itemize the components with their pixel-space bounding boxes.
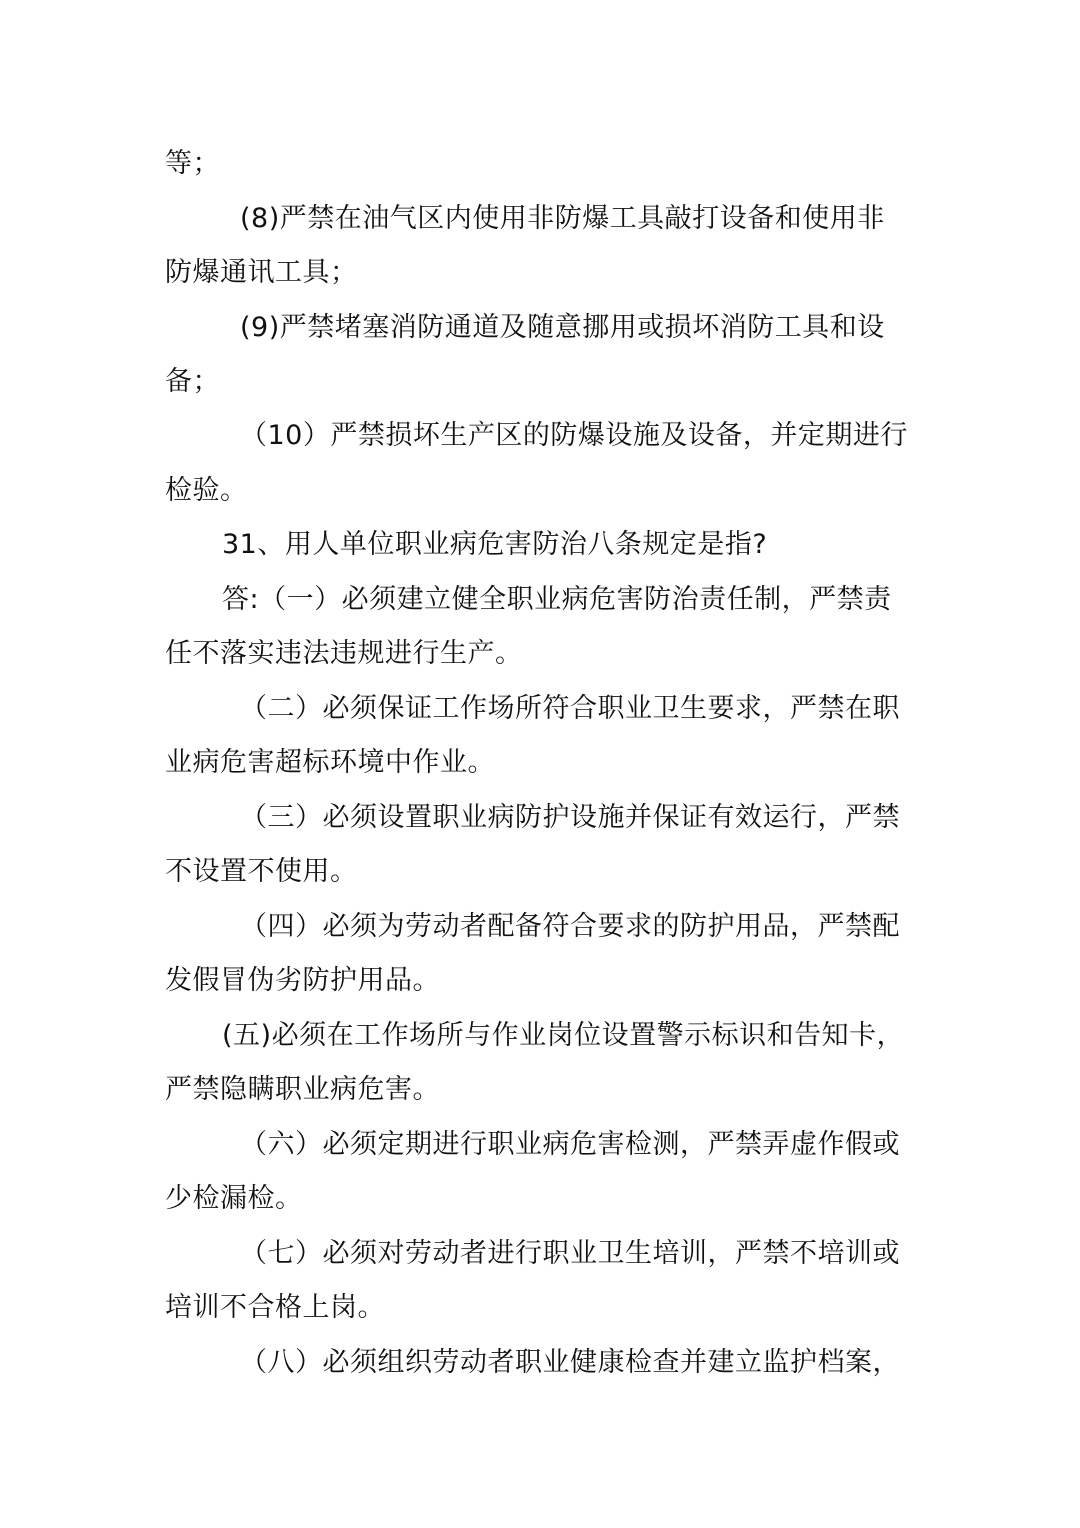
text-line: 任不落实违法违规进行生产。 [165, 638, 523, 669]
text-line: （八）必须组织劳动者职业健康检查并建立监护档案， [240, 1347, 900, 1378]
text-line: 业病危害超标环境中作业。 [165, 747, 495, 778]
text-line: 培训不合格上岗。 [165, 1292, 385, 1323]
text-line: 少检漏检。 [165, 1183, 303, 1214]
text-line: 发假冒伪劣防护用品。 [165, 965, 440, 996]
text-line: 不设置不使用。 [165, 856, 358, 887]
text-line: （四）必须为劳动者配备符合要求的防护用品，严禁配 [240, 911, 900, 942]
text-line: （二）必须保证工作场所符合职业卫生要求，严禁在职 [240, 693, 900, 724]
text-line: (9)严禁堵塞消防通道及随意挪用或损坏消防工具和设 [240, 312, 885, 343]
text-line: 等； [165, 148, 220, 179]
text-line: 检验。 [165, 475, 248, 506]
question-heading: 31、用人单位职业病危害防治八条规定是指? [222, 529, 768, 560]
answer-line: 答:（一）必须建立健全职业病危害防治责任制，严禁责 [222, 584, 892, 615]
text-line: 备； [165, 366, 220, 397]
text-line: （七）必须对劳动者进行职业卫生培训，严禁不培训或 [240, 1238, 900, 1269]
text-line: (8)严禁在油气区内使用非防爆工具敲打设备和使用非 [240, 203, 885, 234]
text-line: 防爆通讯工具； [165, 257, 358, 288]
text-line: (五)必须在工作场所与作业岗位设置警示标识和告知卡， [222, 1020, 905, 1051]
text-line: （六）必须定期进行职业病危害检测，严禁弄虚作假或 [240, 1129, 900, 1160]
text-line: （10）严禁损坏生产区的防爆设施及设备，并定期进行 [240, 420, 908, 451]
text-line: 严禁隐瞒职业病危害。 [165, 1074, 440, 1105]
text-line: （三）必须设置职业病防护设施并保证有效运行，严禁 [240, 802, 900, 833]
